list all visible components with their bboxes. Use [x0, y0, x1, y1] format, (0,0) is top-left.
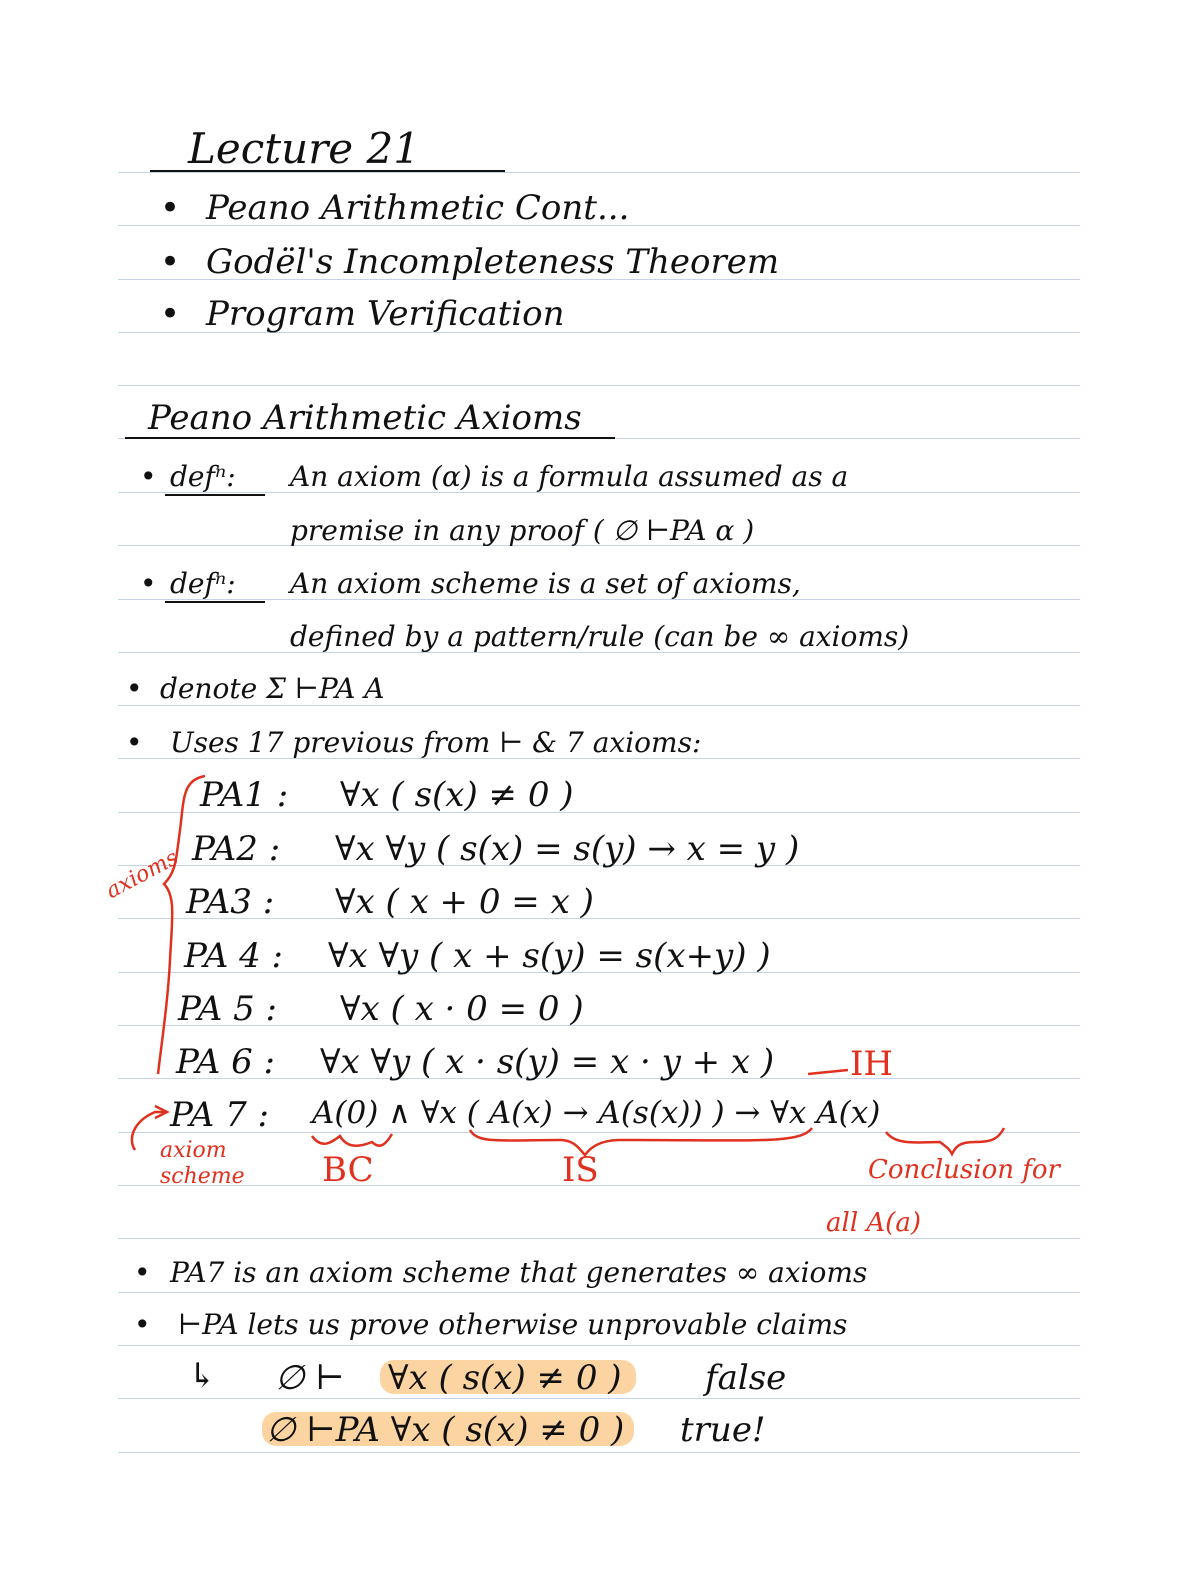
empty-set-turnstile: ∅ ⊢: [275, 1358, 345, 1398]
pa7-scheme-note: PA7 is an axiom scheme that generates ∞ axioms: [170, 1256, 868, 1289]
axiom-formula: ∀x ( s(x) ≠ 0 ): [340, 775, 574, 815]
axiom-scheme-label-line1: axiom: [160, 1138, 227, 1163]
denote-line: denote Σ ⊢PA A: [160, 672, 385, 705]
conclusion-underbrace-icon: [886, 1128, 1004, 1154]
false-label: false: [705, 1358, 787, 1398]
definition-label: defⁿ:: [170, 460, 236, 493]
page-title: Lecture 21: [188, 124, 420, 173]
is-label: IS: [562, 1150, 599, 1190]
pa-claim-highlighted: ∅ ⊢PA ∀x ( s(x) ≠ 0 ): [266, 1410, 625, 1450]
ih-label: IH: [850, 1044, 894, 1084]
bullet-dot: •: [134, 1256, 151, 1289]
is-underbrace-icon: [470, 1128, 812, 1155]
axiom-formula: ∀x ( x + 0 = x ): [335, 882, 594, 922]
axiom-label: PA 6 :: [176, 1042, 276, 1082]
true-label: true!: [680, 1410, 766, 1450]
axiom-label: PA2 :: [192, 829, 281, 869]
bullet-dot: •: [126, 672, 143, 705]
conclusion-label-line1: Conclusion for: [868, 1155, 1060, 1185]
axiom-formula: ∀x ( x · 0 = 0 ): [340, 989, 584, 1029]
definition-axiom-line1: An axiom (α) is a formula assumed as a: [290, 460, 849, 493]
definition-axiom-line2: premise in any proof ( ∅ ⊢PA α ): [290, 514, 755, 547]
axiom-label: PA3 :: [186, 882, 275, 922]
hook-arrow-icon: ↳: [188, 1356, 217, 1396]
claim-highlighted: ∀x ( s(x) ≠ 0 ): [388, 1358, 622, 1398]
pa7-scheme-arrow-icon: [132, 1112, 165, 1150]
bc-label: BC: [322, 1150, 374, 1190]
definition-label: defⁿ:: [170, 567, 236, 600]
agenda-item-peano: Peano Arithmetic Cont...: [206, 188, 630, 228]
conclusion-label-line2: all A(a): [826, 1208, 921, 1238]
definition-scheme-line2: defined by a pattern/rule (can be ∞ axioms): [290, 620, 910, 653]
pa-prove-note: ⊢PA lets us prove otherwise unprovable claims: [178, 1308, 848, 1341]
bullet-dot: •: [140, 460, 157, 493]
agenda-item-verification: Program Verification: [206, 294, 565, 334]
axiom-label: PA1 :: [200, 775, 289, 815]
bullet-dot: •: [140, 567, 157, 600]
axiom-formula: A(0) ∧ ∀x ( A(x) → A(s(x)) ) → ∀x A(x): [312, 1095, 881, 1131]
axiom-formula: ∀x ∀y ( x + s(y) = s(x+y) ): [328, 936, 771, 976]
axiom-label: PA 7 :: [170, 1095, 270, 1135]
axiom-formula: ∀x ∀y ( s(x) = s(y) → x = y ): [335, 829, 800, 869]
ih-arrow-icon: [808, 1070, 848, 1074]
axiom-formula: ∀x ∀y ( x · s(y) = x · y + x ): [320, 1042, 775, 1082]
bullet-dot: •: [126, 726, 143, 759]
bullet-dot: •: [134, 1308, 151, 1341]
axiom-label: PA 4 :: [184, 936, 284, 976]
bullet-dot: •: [160, 242, 181, 282]
bullet-dot: •: [160, 294, 181, 334]
section-heading: Peano Arithmetic Axioms: [148, 398, 582, 438]
agenda-item-godel: Godël's Incompleteness Theorem: [206, 242, 780, 282]
axioms-bracket-label: axioms: [102, 845, 183, 905]
definition-scheme-line1: An axiom scheme is a set of axioms,: [290, 567, 801, 600]
axiom-label: PA 5 :: [178, 989, 278, 1029]
uses-line: Uses 17 previous from ⊢ & 7 axioms:: [170, 726, 702, 759]
bullet-dot: •: [160, 188, 181, 228]
bc-underbrace-icon: [312, 1134, 392, 1146]
axioms-curly-brace-icon: [158, 776, 205, 1074]
axiom-scheme-label-line2: scheme: [160, 1164, 245, 1189]
